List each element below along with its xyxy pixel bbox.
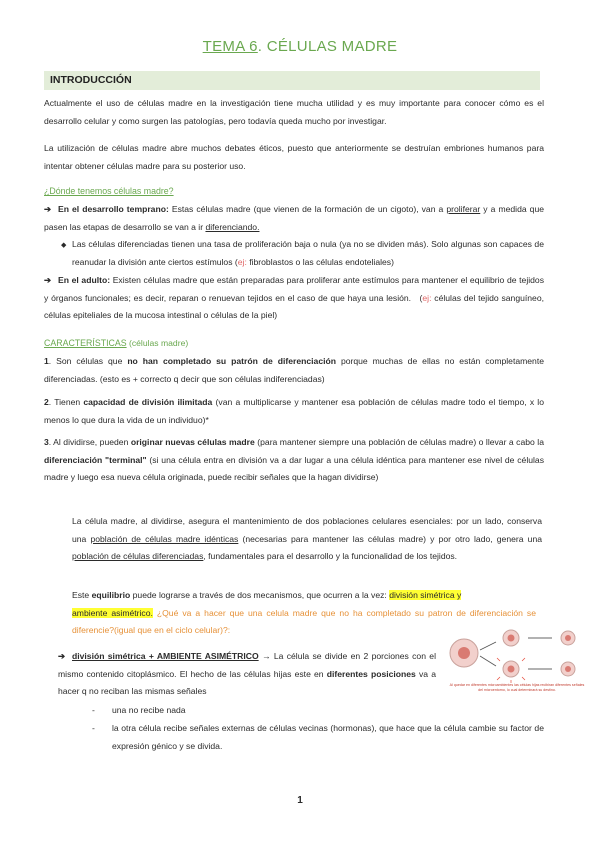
figure-caption: Al quedar en diferentes microambientes las células hijas recibiran diferentes señales del microentorno, lo cual determinará su destino. xyxy=(449,683,585,692)
intro-paragraph-2: La utilización de células madre abre muchos debates éticos, puesto que anteriormente se destruían embriones humanos para intentar obtener células madre para su posterior uso. xyxy=(44,143,544,171)
arrow-icon: ➔ xyxy=(44,204,52,214)
mother-nucleus xyxy=(458,647,470,659)
dash-item-2: la otra célula recibe señales externas de células vecinas (hormonas), que hace que la célula cambie su factor de expresión génico y se divida. xyxy=(112,723,544,751)
section-heading-bar xyxy=(44,71,540,90)
features-heading: CARACTERÍSTICAS (células madre) xyxy=(44,338,189,348)
page-title: TEMA 6. CÉLULAS MADRE xyxy=(202,38,398,55)
balance-paragraph-2: Este equilibrio puede lograrse a través de dos mecanismos, que ocurren a la vez: división simétrica y ambiente asimétrico. ¿Qué va a hacer que una celula madre que no ha completado su patron de diferenciación se diferencie?(igual que en el ciclo celular)?: xyxy=(72,590,536,635)
balance-paragraph-1: La célula madre, al dividirse, asegura el mantenimiento de dos poblaciones celulares esenciales: por un lado, conserva una población de células madre idénticas (necesarias para mantener las células madre) y por otro lado, genera una población de células diferenciadas, fundamentales para el desarrollo y la funcionalidad de los tejidos. xyxy=(72,516,542,561)
feature-1: 1. Son células que no han completado su patrón de diferenciación porque muchas de ellas no están completamente diferenciadas. (esto es + correcto q decir que son células indiferenciadas) xyxy=(44,356,545,384)
sub-bullet-differentiated: Las células diferenciadas tienen una tasa de proliferación baja o nula (ya no se dividen más). Solo algunas son capaces de reanudar la división ante ciertos estímulos (ej: fibroblastos o las células endoteliales) xyxy=(72,239,544,267)
division-line-top xyxy=(480,642,496,650)
bullet-early-development: ➔ En el desarrollo temprano: Estas células madre (que vienen de la formación de un cigoto), van a proliferar y a medida que pasen las etapas de desarrollo se van a ir diferenciando. xyxy=(44,201,544,236)
bullet-symmetric-division: ➔ división simétrica + AMBIENTE ASIMÉTRICO → La célula se divide en 2 porciones con el mismo contenido citoplásmico. El hecho de las células hijas este en diferentes posiciones va a hacer q no reciban las mismas señales xyxy=(58,648,436,701)
page-number: 1 xyxy=(297,795,303,806)
arrow-icon: ➔ xyxy=(44,275,52,285)
division-line-bottom xyxy=(480,656,496,666)
diamond-bullet-icon: ◆ xyxy=(61,242,67,249)
where-heading: ¿Dónde tenemos células madre? xyxy=(44,186,174,196)
arrow-icon: ➔ xyxy=(58,651,66,661)
section-heading: INTRODUCCIÓN xyxy=(50,74,132,86)
dash-bullet-2: - xyxy=(92,723,95,733)
feature-2: 2. Tienen capacidad de división ilimitada (van a multiplicarse y mantener esa población de células madre todo el tiempo, x lo menos lo que dura la vida de un individuo)* xyxy=(44,397,544,425)
feature-3: 3. Al dividirse, pueden originar nuevas células madre (para mantener siempre una población de células madre) o llevar a cabo la diferenciación "terminal" (si una célula entra en división va a dar lugar a una célula idéntica para mantener ese nivel de células madre y luego esa nueva célula originada, puede recibir señales que la hagan dividirse) xyxy=(44,437,545,482)
intro-paragraph-1: Actualmente el uso de células madre en la investigación tiene mucha utilidad y es muy importante para conocer cómo es el desarrollo celular y como surgen las patologías, pero todavía queda mucho por investigar. xyxy=(44,98,544,126)
dash-bullet-1: - xyxy=(92,705,95,715)
dash-item-1: una no recibe nada xyxy=(112,705,186,715)
bullet-adult: ➔ En el adulto: Existen células madre que están preparadas para proliferar ante estímulos para mantener el equilibrio de tejidos y órganos funcionales; es decir, reparan o renuevan tejidos en el caso de que haya una lesión. (ej: células del tejido sanguíneo, células epiteliales de la mucosa intestinal o células de la piel) xyxy=(44,272,544,325)
